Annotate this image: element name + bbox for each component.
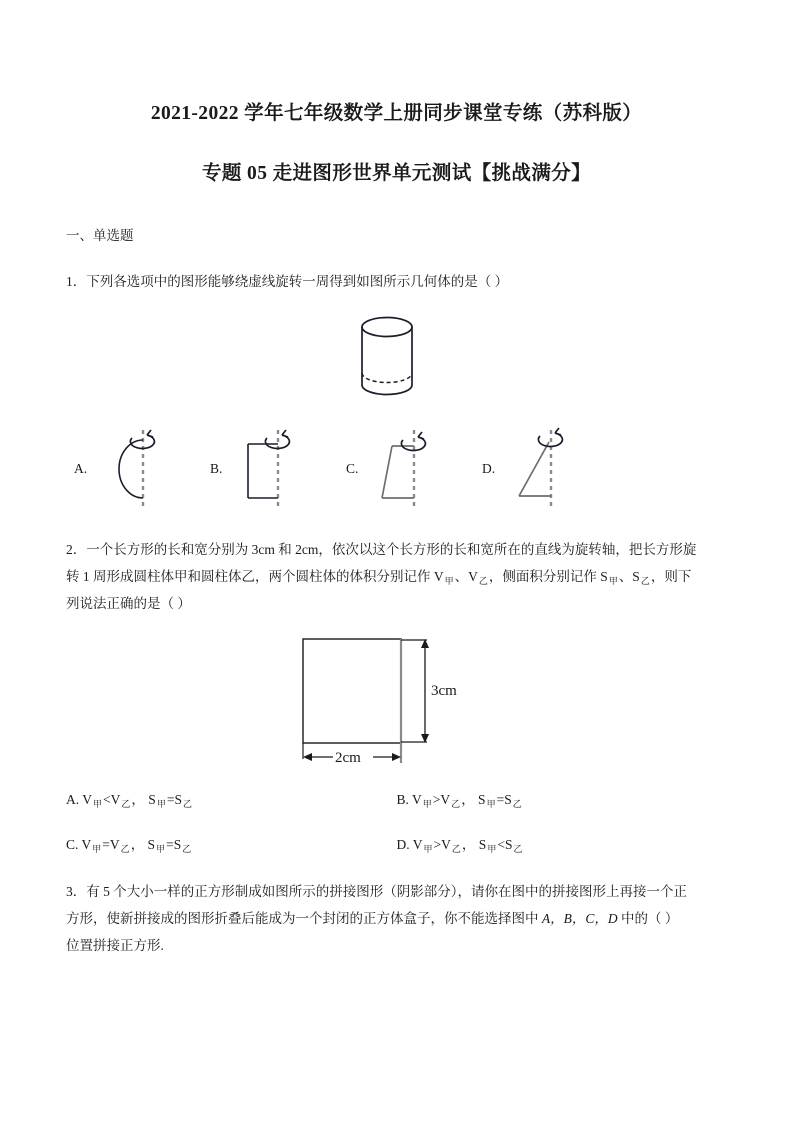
- q2-l2-a: 转 1 周形成圆柱体甲和圆柱体乙，两个圆柱体的体积分别记作 V: [66, 568, 444, 584]
- triangle-with-dashed-axis-icon: [499, 426, 575, 512]
- option-c-label: C.: [66, 836, 79, 852]
- q2-l2-d: 、S: [618, 568, 640, 584]
- q2-l2-b: 、V: [454, 568, 478, 584]
- question-1-choices: [66, 414, 727, 512]
- question-2-options-row-1: [66, 772, 727, 813]
- opt-d-v-yi: 乙: [451, 843, 461, 854]
- opt-c-s-yi: 乙: [182, 843, 192, 854]
- opt-d-s-rel: <: [497, 836, 505, 852]
- question-2-line-3: 列说法正确的是（ ）: [66, 595, 191, 611]
- rectangle-with-dashed-axis-icon: [226, 426, 302, 512]
- opt-d-s-jia: 甲: [487, 843, 497, 854]
- question-2-options-row-2: [66, 813, 727, 858]
- opt-a-v-jia: 甲: [93, 798, 103, 809]
- question-2-figure: [66, 617, 727, 772]
- q3-choice-letters: A，B，C，D: [541, 910, 618, 926]
- q2-l2-e: ，则下: [650, 568, 692, 584]
- opt-c-v-yi: 乙: [120, 843, 130, 854]
- opt-a-s-jia: 甲: [156, 798, 166, 809]
- cylinder-icon: [317, 309, 477, 409]
- q3-l2-a: 方形，使新拼接成的图形折叠后能成为一个封闭的正方体盒子，你不能选择图中: [66, 910, 542, 926]
- opt-d-v-jia: 甲: [423, 843, 433, 854]
- width-dimension-label: 2cm: [334, 749, 361, 766]
- opt-b-v-rel: >: [432, 791, 441, 807]
- choice-d[interactable]: [482, 426, 618, 512]
- question-2-line-1: 2．一个长方形的长和宽分别为 3cm 和 2cm，依次以这个长方形的长和宽所在的直线为旋转轴，把长方形旋: [66, 541, 697, 557]
- question-3-line-2: [66, 905, 727, 932]
- q2-sub-yi-2: 乙: [640, 575, 650, 586]
- q3-l2-b: 中的（ ）: [617, 910, 679, 926]
- q2-sub-jia-2: 甲: [608, 575, 618, 586]
- q2-sub-yi-1: 乙: [478, 575, 488, 586]
- opt-c-s-jia: 甲: [156, 843, 166, 854]
- option-d[interactable]: D. $V_甲>V_乙$， $S_甲<S_乙$: [396, 836, 523, 854]
- opt-b-s-yi: 乙: [512, 798, 522, 809]
- page-subtitle: 专题 05 走进图形世界单元测试【挑战满分】: [201, 163, 592, 185]
- question-3: [66, 858, 727, 959]
- question-3-line-3: 位置拼接正方形.: [66, 937, 164, 953]
- option-a[interactable]: A. $V_甲<V_乙$， $S_甲=S_乙$: [66, 791, 192, 809]
- choice-a-label: A.: [74, 460, 88, 476]
- option-a-label: A.: [66, 791, 80, 807]
- question-1: [66, 246, 727, 512]
- option-d-label: D.: [396, 836, 410, 852]
- opt-c-v-rel: =: [102, 836, 110, 852]
- choice-d-label: D.: [482, 460, 496, 476]
- opt-d-v-rel: >: [433, 836, 442, 852]
- q2-sub-jia-1: 甲: [444, 575, 454, 586]
- question-3-line-1: 3．有 5 个大小一样的正方形制成如图所示的拼接图形（阴影部分），请你在图中的拼接图形上再接一个正: [66, 883, 687, 899]
- choice-a[interactable]: [74, 426, 210, 512]
- question-1-text: 1．下列各选项中的图形能够绕虚线旋转一周得到如图所示几何体的是（ ）: [66, 273, 509, 289]
- choice-b[interactable]: [210, 426, 346, 512]
- opt-a-s-rel: =: [166, 791, 175, 807]
- opt-c-v-jia: 甲: [92, 843, 102, 854]
- question-2-line-2: [66, 563, 727, 590]
- trapezoid-with-dashed-axis-icon: [362, 426, 438, 512]
- opt-b-v-jia: 甲: [422, 798, 432, 809]
- question-2: [66, 512, 727, 858]
- opt-a-v-rel: <: [103, 791, 111, 807]
- question-1-figure: [66, 295, 727, 414]
- height-dimension-label: 3cm: [430, 682, 457, 699]
- section-heading: 一、单选题: [66, 227, 134, 243]
- opt-d-s-yi: 乙: [513, 843, 523, 854]
- choice-b-label: B.: [210, 460, 223, 476]
- opt-b-v-yi: 乙: [451, 798, 461, 809]
- choice-c[interactable]: [346, 426, 482, 512]
- rectangle-dimensions-icon: [287, 627, 507, 767]
- opt-b-s-rel: =: [496, 791, 505, 807]
- option-b-label: B.: [396, 791, 409, 807]
- opt-c-s-rel: =: [166, 836, 174, 852]
- opt-b-s-jia: 甲: [486, 798, 496, 809]
- option-c[interactable]: C. $V_甲=V_乙$， $S_甲=S_乙$: [66, 836, 192, 854]
- q2-l2-c: ，侧面积分别记作 S: [488, 568, 608, 584]
- arc-semicircle-with-dashed-axis-icon: [91, 426, 167, 512]
- choice-c-label: C.: [346, 460, 359, 476]
- opt-a-s-yi: 乙: [182, 798, 192, 809]
- opt-a-v-yi: 乙: [121, 798, 131, 809]
- option-b[interactable]: B. $V_甲>V_乙$， $S_甲=S_乙$: [396, 791, 522, 809]
- page-title: 2021-2022 学年七年级数学上册同步课堂专练（苏科版）: [150, 103, 643, 124]
